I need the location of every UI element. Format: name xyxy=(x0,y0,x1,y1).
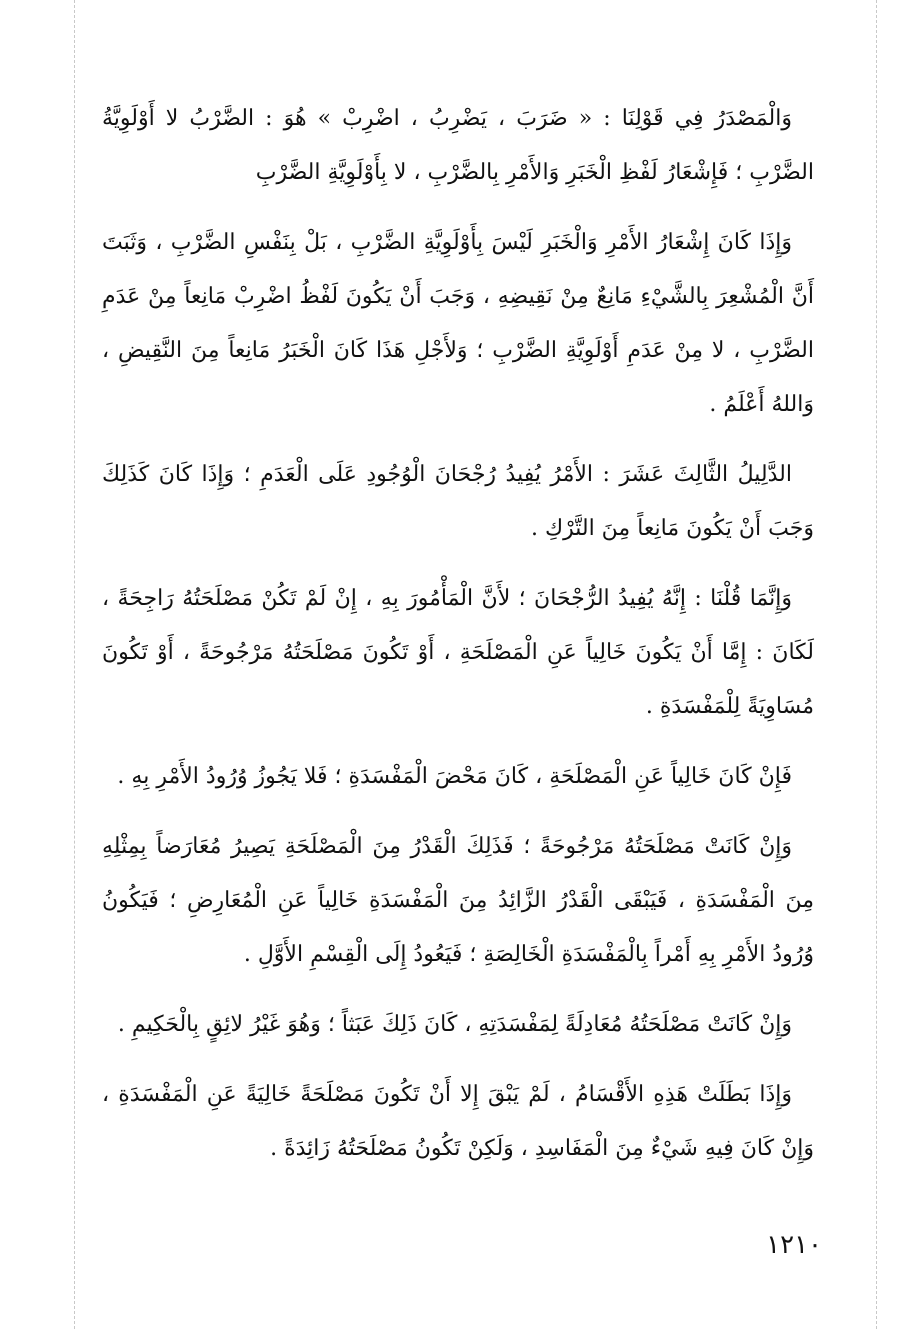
paragraph: وَإِنَّمَا قُلْنَا : إِنَّهُ يُفِيدُ الرُّجْحَانَ ؛ لأَنَّ الْمَأْمُورَ بِهِ ، إِنْ لَمْ تَكُنْ مَصْلَحَتُهُ رَاجِحَةً ، لَكَانَ : إِمَّا أَنْ يَكُونَ خَالِياً عَنِ الْمَصْلَحَةِ ، أَوْ تَكُونَ مَصْلَحَتُهُ مَرْجُوحَةً ، أَوْ تَكُونَ مُسَاوِيَةً لِلْمَفْسَدَةِ . xyxy=(102,586,814,719)
page-body xyxy=(102,92,814,1192)
page-number: ١٢١٠ xyxy=(766,1230,822,1260)
paragraph: وَإِنْ كَانَتْ مَصْلَحَتُهُ مَرْجُوحَةً ؛ فَذَلِكَ الْقَدْرُ مِنَ الْمَصْلَحَةِ يَصِيرُ مُعَارَضاً بِمِثْلِهِ مِنَ الْمَفْسَدَةِ ، فَيَبْقَى الْقَدْرُ الزَّائِدُ مِنَ الْمَفْسَدَةِ خَالِياً عَنِ الْمُعَارِضِ ؛ فَيَكُونُ وُرُودُ الأَمْرِ بِهِ أَمْراً بِالْمَفْسَدَةِ الْخَالِصَةِ ؛ فَيَعُودُ إِلَى الْقِسْمِ الأَوَّلِ . xyxy=(102,834,814,967)
paragraph: وَإِنْ كَانَتْ مَصْلَحَتُهُ مُعَادِلَةً لِمَفْسَدَتِهِ ، كَانَ ذَلِكَ عَبَثاً ؛ وَهُوَ غَيْرُ لائِقٍ بِالْحَكِيمِ . xyxy=(117,1012,792,1037)
scan-margin-line-right xyxy=(876,0,877,1329)
paragraph: وَإِذَا بَطَلَتْ هَذِهِ الأَقْسَامُ ، لَمْ يَبْقَ إِلا أَنْ تَكُونَ مَصْلَحَةً خَالِيَةً عَنِ الْمَفْسَدَةِ ، وَإِنْ كَانَ فِيهِ شَيْءٌ مِنَ الْمَفَاسِدِ ، وَلَكِنْ تَكُونُ مَصْلَحَتُهُ زَائِدَةً . xyxy=(102,1082,814,1161)
paragraph: وَإِذَا كَانَ إِشْعَارُ الأَمْرِ وَالْخَبَرِ لَيْسَ بِأَوْلَوِيَّةِ الضَّرْبِ ، بَلْ بِنَفْسِ الضَّرْبِ ، وَثَبَتَ أَنَّ الْمُشْعِرَ بِالشَّيْءِ مَانِعٌ مِنْ نَقِيضِهِ ، وَجَبَ أَنْ يَكُونَ لَفْظُ اضْرِبْ مَانِعاً مِنْ عَدَمِ الضَّرْبِ ، لا مِنْ عَدَمِ أَوْلَوِيَّةِ الضَّرْبِ ؛ وَلأَجْلِ هَذَا كَانَ الْخَبَرُ مَانِعاً مِنَ النَّقِيضِ ، وَاللهُ أَعْلَمُ . xyxy=(102,230,814,417)
paragraph: الدَّلِيلُ الثَّالِثَ عَشَرَ : الأَمْرُ يُفِيدُ رُجْحَانَ الْوُجُودِ عَلَى الْعَدَمِ ؛ وَإِذَا كَانَ كَذَلِكَ وَجَبَ أَنْ يَكُونَ مَانِعاً مِنَ التَّرْكِ . xyxy=(102,462,814,541)
paragraph: وَالْمَصْدَرُ فِي قَوْلِنَا : « ضَرَبَ ، يَضْرِبُ ، اضْرِبْ » هُوَ : الضَّرْبُ لا أَوْلَوِيَّةُ الضَّرْبِ ؛ فَإِشْعَارُ لَفْظِ الْخَبَرِ وَالأَمْرِ بِالضَّرْبِ ، لا بِأَوْلَوِيَّةِ الضَّرْبِ xyxy=(102,106,814,185)
scan-margin-line-left xyxy=(74,0,75,1329)
paragraph: فَإِنْ كَانَ خَالِياً عَنِ الْمَصْلَحَةِ ، كَانَ مَحْضَ الْمَفْسَدَةِ ؛ فَلا يَجُوزُ وُرُودُ الأَمْرِ بِهِ . xyxy=(117,764,792,789)
